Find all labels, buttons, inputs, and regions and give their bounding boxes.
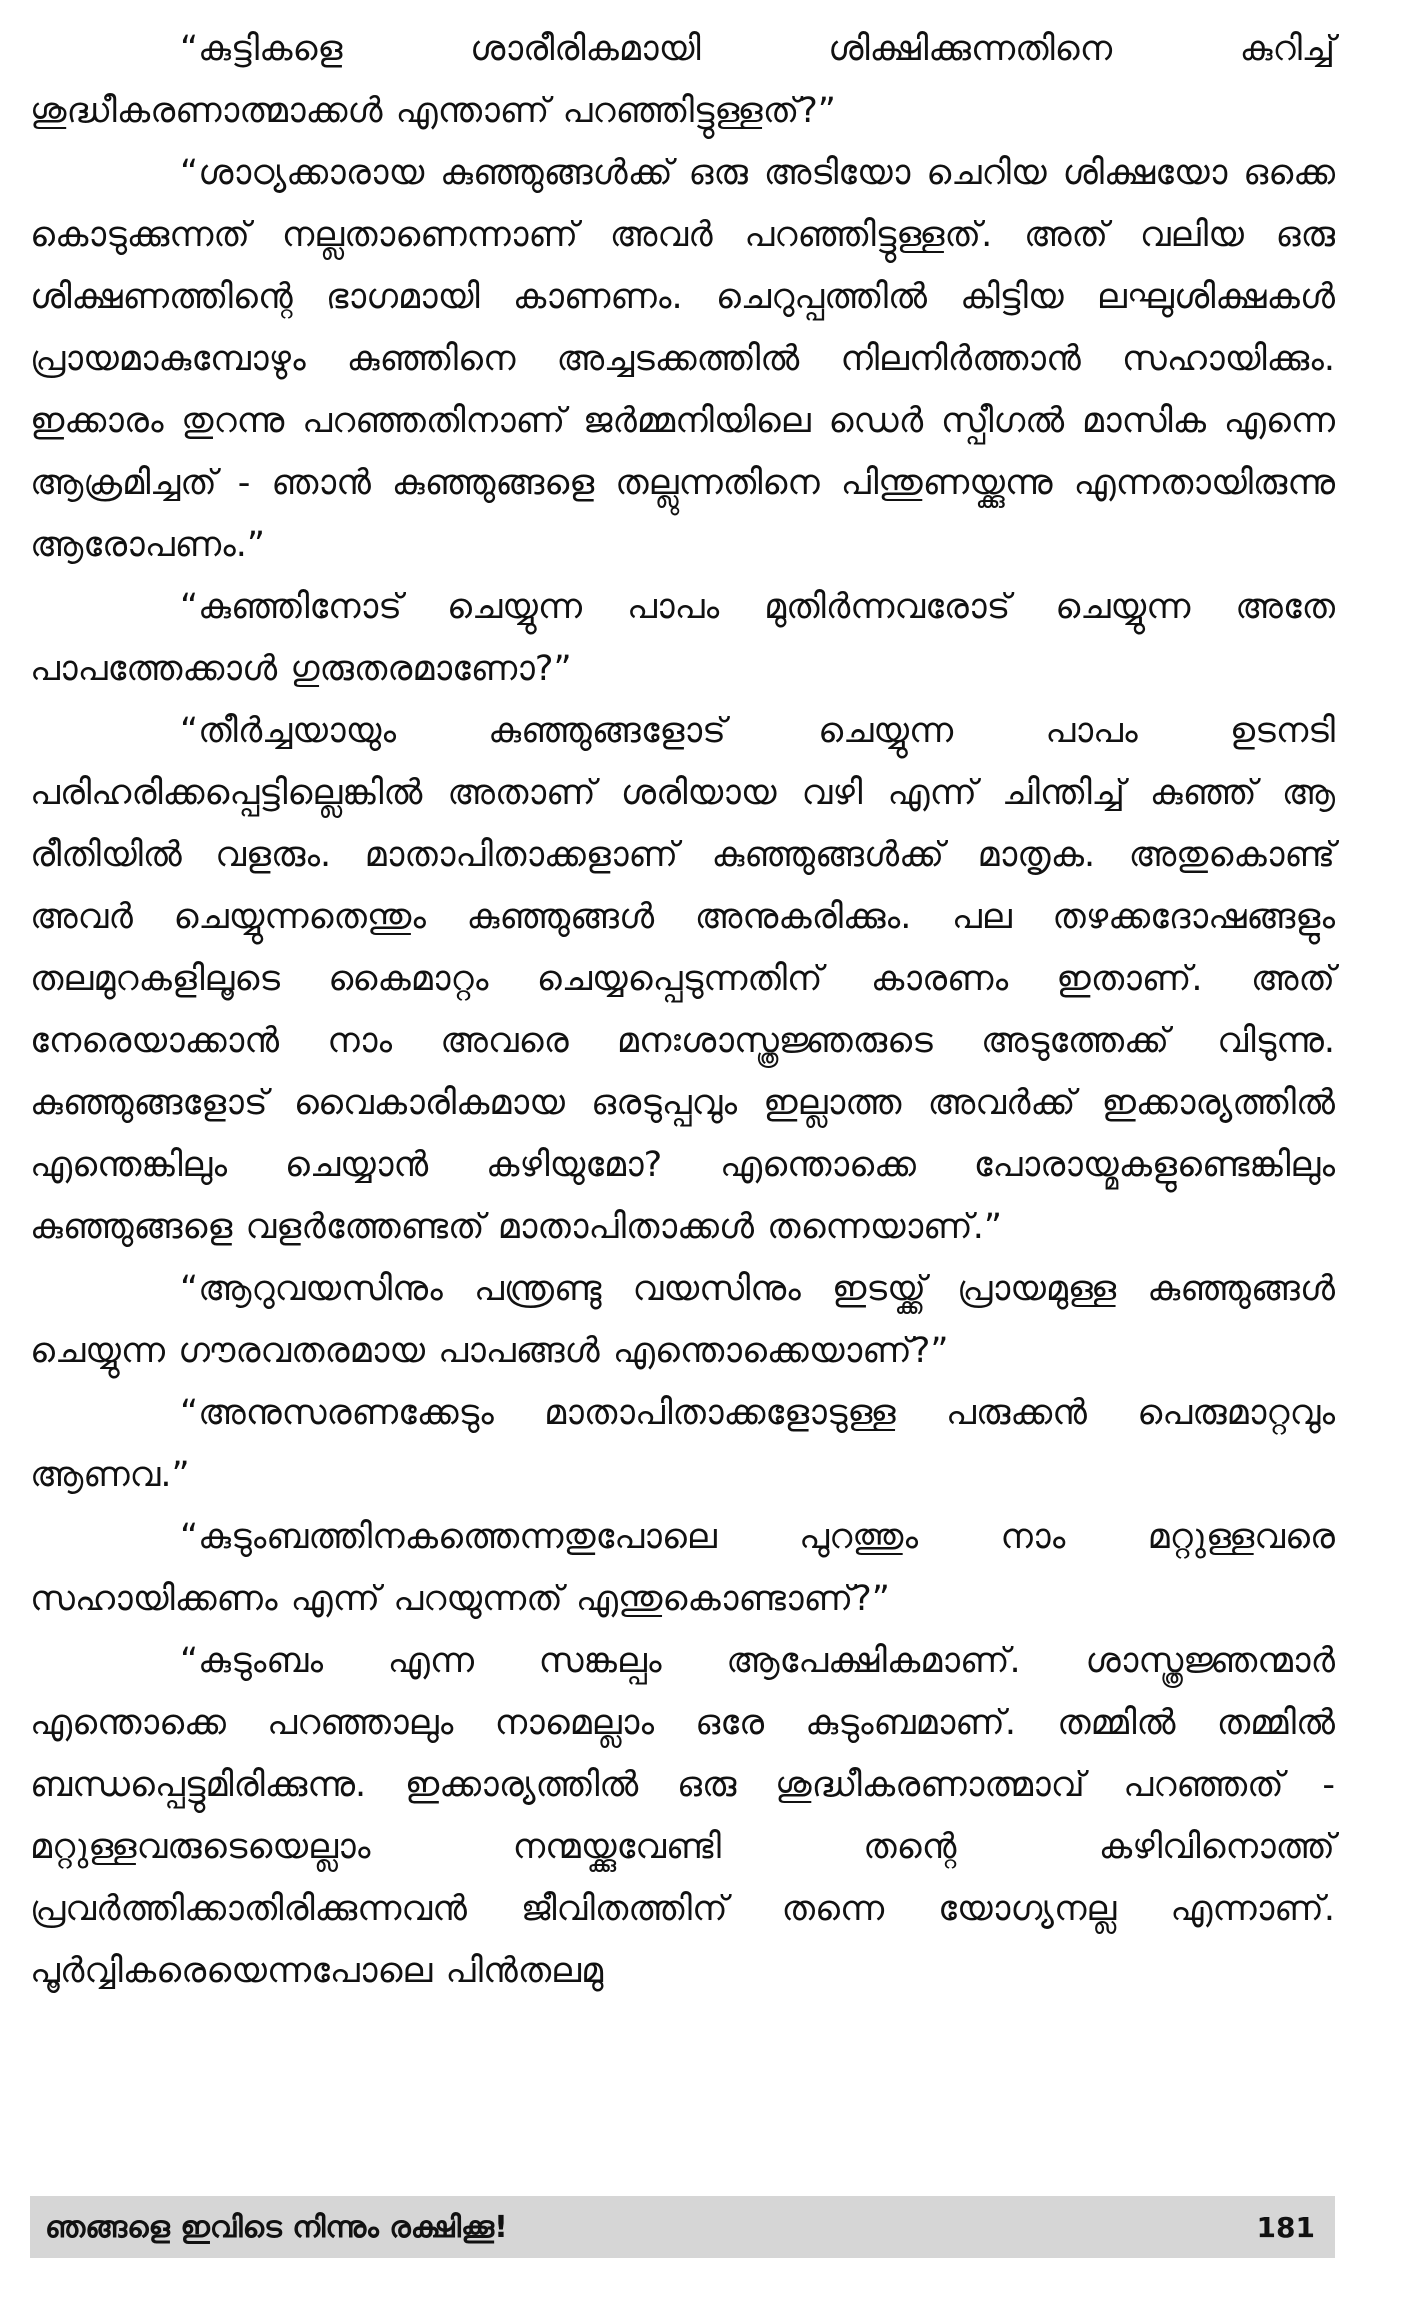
paragraph-3: “കുഞ്ഞിനോട് ചെയ്യുന്ന പാപം മുതിർന്നവരോട് ചെയ്യുന്ന അതേ പാപത്തേക്കാൾ ഗുരുതരമാണോ?” <box>30 587 1335 689</box>
page-body <box>30 18 1335 2002</box>
paragraph-8: “കുടുംബം എന്ന സങ്കല്പം ആപേക്ഷികമാണ്. ശാസ്ത്രജ്ഞന്മാർ എന്തൊക്കെ പറഞ്ഞാലും നാമെല്ലാം ഒരേ കുടുംബമാണ്. തമ്മിൽ തമ്മിൽ ബന്ധപ്പെട്ടുമിരിക്കുന്നു. ഇക്കാര്യത്തിൽ ഒരു ശുദ്ധീകരണാത്മാവ് പറഞ്ഞത് - മറ്റുള്ളവരുടെയെല്ലാം നന്മയ്ക്കുവേണ്ടി തന്റെ കഴിവിനൊത്ത് പ്രവർത്തിക്കാതിരിക്കുന്നവൻ ജീവിതത്തിന് തന്നെ യോഗ്യനല്ല എന്നാണ്. പൂർവ്വികരെയെന്നപോലെ പിൻതലമു <box>30 1641 1335 1991</box>
paragraph-6: “അനുസരണക്കേടും മാതാപിതാക്കളോടുള്ള പരുക്കൻ പെരുമാറ്റവും ആണവ.” <box>30 1393 1335 1495</box>
paragraph-1: “കുട്ടികളെ ശാരീരികമായി ശിക്ഷിക്കുന്നതിനെ കുറിച്ച് ശുദ്ധീകരണാത്മാക്കൾ എന്താണ് പറഞ്ഞിട്ടുള്ളത്?” <box>30 29 1335 131</box>
footer-page-number: 181 <box>1256 2210 1315 2244</box>
paragraph-4: “തീർച്ചയായും കുഞ്ഞുങ്ങളോട് ചെയ്യുന്ന പാപം ഉടനടി പരിഹരിക്കപ്പെട്ടില്ലെങ്കിൽ അതാണ് ശരിയായ വഴി എന്ന് ചിന്തിച്ച് കുഞ്ഞ് ആ രീതിയിൽ വളരും. മാതാപിതാക്കളാണ് കുഞ്ഞുങ്ങൾക്ക് മാതൃക. അതുകൊണ്ട് അവർ ചെയ്യുന്നതെന്തും കുഞ്ഞുങ്ങൾ അനുകരിക്കും. പല തഴക്കദോഷങ്ങളും തലമുറകളിലൂടെ കൈമാറ്റം ചെയ്യപ്പെടുന്നതിന് കാരണം ഇതാണ്. അത് നേരെയാക്കാൻ നാം അവരെ മനഃശാസ്ത്രജ്ഞരുടെ അടുത്തേക്ക് വിടുന്നു. കുഞ്ഞുങ്ങളോട് വൈകാരികമായ ഒരടുപ്പവും ഇല്ലാത്ത അവർക്ക് ഇക്കാര്യത്തിൽ എന്തെങ്കിലും ചെയ്യാൻ കഴിയുമോ? എന്തൊക്കെ പോരായ്മകളുണ്ടെങ്കിലും കുഞ്ഞുങ്ങളെ വളർത്തേണ്ടത് മാതാപിതാക്കൾ തന്നെയാണ്.” <box>30 711 1335 1247</box>
footer-book-title: ഞങ്ങളെ ഇവിടെ നിന്നും രക്ഷിക്കൂ! <box>45 2209 508 2245</box>
paragraph-5: “ആറുവയസിനും പന്ത്രണ്ടു വയസിനും ഇടയ്ക്ക് പ്രായമുള്ള കുഞ്ഞുങ്ങൾ ചെയ്യുന്ന ഗൗരവതരമായ പാപങ്ങൾ എന്തൊക്കെയാണ്?” <box>30 1269 1335 1371</box>
paragraph-2: “ശാഠ്യക്കാരായ കുഞ്ഞുങ്ങൾക്ക് ഒരു അടിയോ ചെറിയ ശിക്ഷയോ ഒക്കെ കൊടുക്കുന്നത് നല്ലതാണെന്നാണ് അവർ പറഞ്ഞിട്ടുള്ളത്. അത് വലിയ ഒരു ശിക്ഷണത്തിന്റെ ഭാഗമായി കാണണം. ചെറുപ്പത്തിൽ കിട്ടിയ ലഘുശിക്ഷകൾ പ്രായമാകുമ്പോഴും കുഞ്ഞിനെ അച്ചടക്കത്തിൽ നിലനിർത്താൻ സഹായിക്കും. ഇക്കാരം തുറന്നു പറഞ്ഞതിനാണ് ജർമ്മനിയിലെ ഡെർ സ്പീഗൽ മാസിക എന്നെ ആക്രമിച്ചത് - ഞാൻ കുഞ്ഞുങ്ങളെ തല്ലുന്നതിനെ പിന്തുണയ്ക്കുന്നു എന്നതായിരുന്നു ആരോപണം.” <box>30 153 1335 565</box>
paragraph-7: “കുടുംബത്തിനകത്തെന്നതുപോലെ പുറത്തും നാം മറ്റുള്ളവരെ സഹായിക്കണം എന്ന് പറയുന്നത് എന്തുകൊണ്ടാണ്?” <box>30 1517 1335 1619</box>
page-footer <box>30 2196 1335 2258</box>
